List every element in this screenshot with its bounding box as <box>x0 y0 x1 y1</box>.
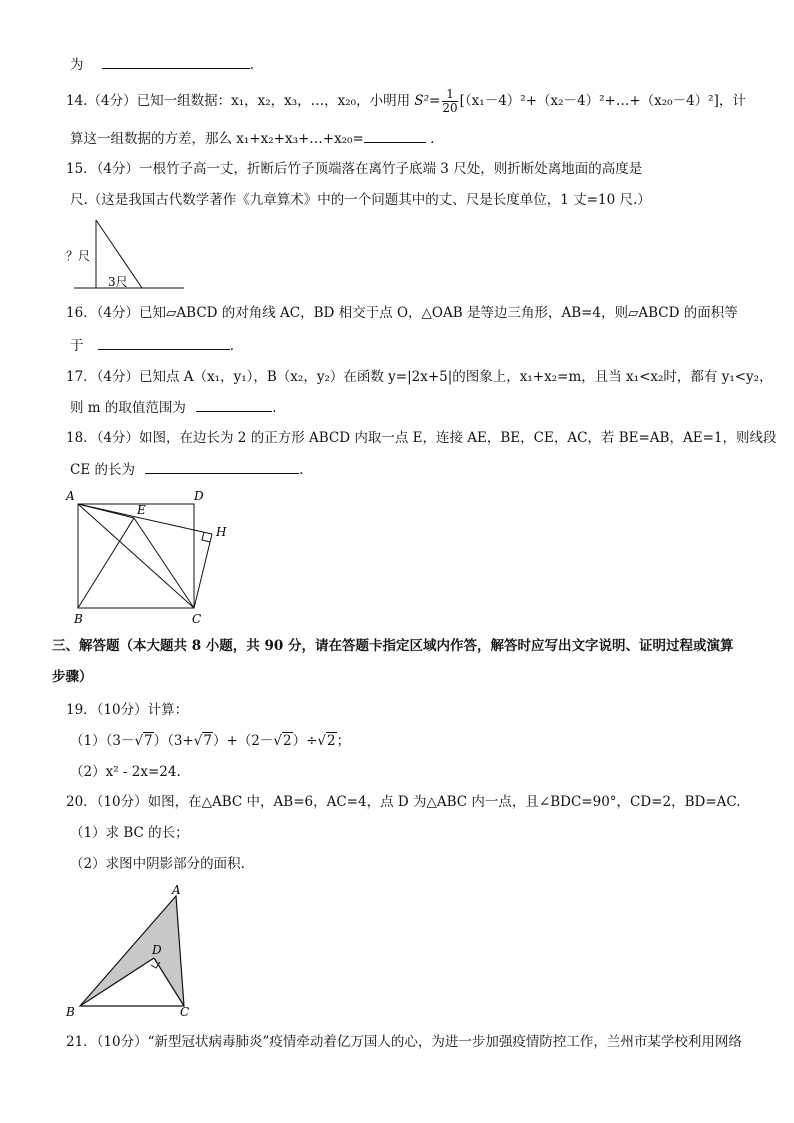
sqrt-sign: √ <box>193 733 203 749</box>
q14-score: （4分） <box>87 93 137 109</box>
diagonal-ac <box>78 504 194 608</box>
q19-p1-s3: 2 <box>283 733 292 749</box>
q18-prefix: CE 的长为 <box>70 462 135 478</box>
answer-blank[interactable] <box>196 397 272 412</box>
top-prefix: 为 <box>70 57 84 73</box>
section-3-heading-cont: 步骤） <box>52 669 93 685</box>
q14-s2: S²= <box>414 93 441 109</box>
q17-prefix: 则 m 的取值范围为 <box>70 400 186 416</box>
question-17-line1: 17．（4分）已知点 A（x₁，y₁），B（x₂，y₂）在函数 y=|2x+5|的图象上，x₁+x₂=m，且当 x₁<x₂时，都有 y₁<y₂， <box>66 369 773 385</box>
label-c: C <box>180 1005 190 1018</box>
question-20-part1: （1）求 BC 的长； <box>70 825 189 841</box>
q19-p1-e: ； <box>336 733 351 749</box>
q16-end: . <box>229 338 235 354</box>
q19-p1-d: ）÷ <box>292 733 318 749</box>
q17-end: . <box>272 400 277 416</box>
label-a: A <box>66 489 75 503</box>
label-b: B <box>66 1005 75 1018</box>
answer-blank[interactable] <box>102 54 250 69</box>
sqrt-sign: √ <box>273 733 283 749</box>
question-16-line2 <box>70 335 234 356</box>
q19-p1-s2: 7 <box>203 733 212 749</box>
question-19-head: 19．（10分）计算： <box>66 702 189 718</box>
label-c: C <box>192 612 202 626</box>
height-label: ？尺 <box>66 249 91 263</box>
question-14-line1 <box>66 88 746 115</box>
label-b: B <box>74 612 83 626</box>
answer-blank[interactable] <box>364 128 426 143</box>
distance-label: 3尺 <box>108 275 128 289</box>
question-18-line1: 18．（4分）如图，在边长为 2 的正方形 ABCD 内取一点 E，连接 AE，BE，CE，AC，若 BE=AB，AE=1，则线段 <box>66 430 777 446</box>
q14-frac-den: 20 <box>442 101 458 115</box>
shaded-region <box>80 896 184 1006</box>
question-14-line2 <box>70 128 434 149</box>
sqrt-sign: √ <box>134 733 144 749</box>
q14-frac-num: 1 <box>442 88 457 102</box>
q14-text2: 算这一组数据的方差，那么 x₁+x₂+x₃+…+x₂₀= <box>70 131 364 147</box>
top-suffix: . <box>249 57 255 73</box>
answer-blank[interactable] <box>145 459 299 474</box>
triangle-figure <box>60 882 200 1018</box>
q14-text1: 已知一组数据：x₁，x₂，x₃，…，x₂₀，小明用 <box>136 93 411 109</box>
segment-be <box>78 518 134 608</box>
q19-p1-s4: 2 <box>327 733 336 749</box>
question-20-part2: （2）求图中阴影部分的面积. <box>70 856 245 872</box>
label-a: A <box>172 883 181 897</box>
label-e: E <box>137 503 146 517</box>
q14-number: 14. <box>66 93 88 109</box>
question-20-line1: 20．（10分）如图，在△ABC 中，AB=6，AC=4，点 D 为△ABC 内一点，且∠BDC=90°，CD=2，BD=AC. <box>66 794 741 810</box>
question-16-line1: 16．（4分）已知▱ABCD 的对角线 AC，BD 相交于点 O，△OAB 是等边三角形，AB=4，则▱ABCD 的面积等 <box>66 305 738 321</box>
answer-blank[interactable] <box>98 335 230 350</box>
label-h: H <box>216 525 227 539</box>
segment-ce <box>134 518 194 608</box>
q18-end: . <box>299 462 304 478</box>
q14-end: . <box>430 131 435 147</box>
q19-p1-a: （3－ <box>105 733 135 749</box>
question-15-line2: 尺.（这是我国古代数学著作《九章算术》中的一个问题其中的丈、尺是长度单位，1 丈=10 尺.） <box>70 192 651 208</box>
question-21-line1: 21．（10分）“新型冠状病毒肺炎”疫情牵动着亿万国人的心，为进一步加强疫情防控工作，兰州市某学校利用网络 <box>66 1034 742 1050</box>
q19-p1-b: ）（3+ <box>153 733 194 749</box>
label-d: D <box>152 943 162 957</box>
segment-hc <box>194 534 212 608</box>
bamboo-figure <box>60 214 190 292</box>
question-19-part1 <box>70 731 350 751</box>
q19-p1-s1: 7 <box>144 733 153 749</box>
question-18-line2 <box>70 459 304 480</box>
question-19-part2: （2）x² - 2x=24. <box>70 764 181 780</box>
question-17-line2 <box>70 397 276 418</box>
sqrt-sign: √ <box>317 733 327 749</box>
q16-prefix: 于 <box>70 338 84 354</box>
q14-fraction <box>442 88 457 115</box>
q14-formula: [（x₁－4）²+（x₂－4）²+…+（x₂₀－4）²]，计 <box>459 93 746 109</box>
question-15-line1: 15．（4分）一根竹子高一丈，折断后竹子顶端落在离竹子底端 3 尺处，则折断处离地面的高度是 <box>66 161 643 177</box>
q19-p1-label: （1） <box>70 733 106 749</box>
section-3-heading: 三、解答题（本大题共 8 小题，共 90 分，请在答题卡指定区域内作答，解答时应写出文字说明、证明过程或演算 <box>52 638 734 654</box>
q19-p1-c: ）+（2－ <box>213 733 274 749</box>
answer-line-13 <box>70 54 254 75</box>
label-d: D <box>194 489 204 503</box>
square-figure <box>60 486 240 628</box>
